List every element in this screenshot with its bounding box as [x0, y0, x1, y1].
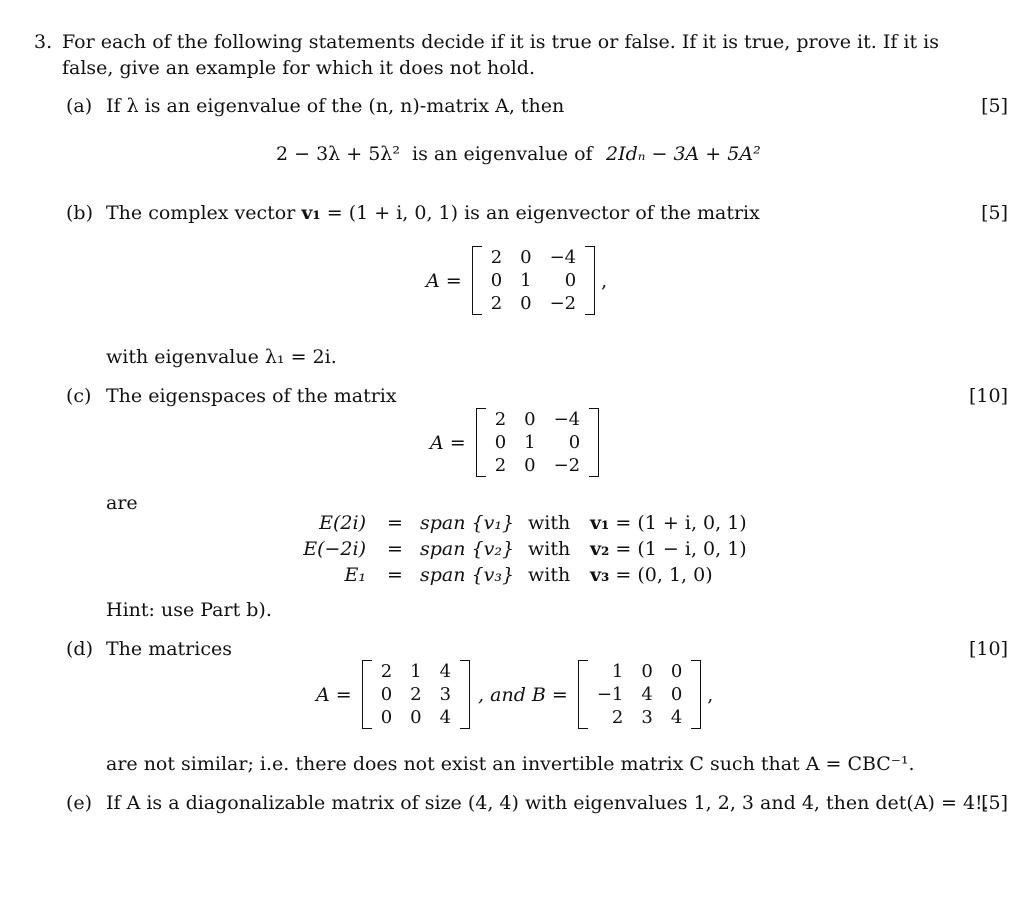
part-d-conclusion: are not similar; i.e. there does not exist an invertible matrix C such that A = CBC⁻¹.	[106, 753, 915, 775]
matrix-cell: 2	[611, 707, 624, 728]
part-e-label: (e)	[66, 792, 93, 814]
part-b-statement	[106, 202, 760, 224]
part-b-matrix	[472, 246, 595, 315]
part-c-marks: [10]	[968, 385, 1008, 407]
matrix-cell: 2	[380, 661, 393, 682]
matrix-cell: 0	[568, 432, 581, 453]
right-bracket	[589, 408, 599, 477]
left-bracket	[476, 408, 486, 477]
part-b-matrix-name: A =	[426, 269, 462, 292]
matrix-cell: 3	[641, 707, 653, 728]
part-d-trailing-comma: ,	[707, 683, 714, 706]
part-d-and-b: , and B =	[478, 683, 568, 706]
matrix-cell: 1	[524, 432, 536, 453]
eigenspace-with: with	[528, 564, 571, 586]
part-c-matrix	[476, 408, 599, 477]
matrix-table	[486, 408, 589, 477]
matrix-cell: 0	[670, 684, 683, 705]
part-b-text-post: = (1 + i, 0, 1) is an eigenvector of the matrix	[320, 202, 760, 224]
eigenspace-lhs: E(−2i)	[303, 538, 366, 560]
matrix-cell: −2	[549, 293, 577, 314]
matrix-cell: 1	[410, 661, 422, 682]
matrix-cell: −4	[553, 409, 581, 430]
part-d-matrix-a	[362, 660, 470, 729]
part-d-matrices-block	[316, 660, 713, 729]
matrix-table	[372, 660, 460, 729]
part-c-matrix-name: A =	[430, 431, 466, 454]
matrix-cell: 4	[641, 684, 653, 705]
part-e-marks: [5]	[981, 792, 1008, 814]
matrix-cell: 0	[524, 409, 536, 430]
matrix-cell: 0	[524, 455, 536, 476]
problem-intro-line2: false, give an example for which it does not hold.	[62, 57, 535, 79]
part-a-eq-right: 2Idₙ − 3A + 5A²	[606, 143, 761, 165]
part-a-label: (a)	[66, 95, 93, 117]
part-b-vector: v₁	[301, 202, 321, 224]
vector-value: = (1 + i, 0, 1)	[615, 512, 747, 534]
matrix-cell: 0	[380, 684, 393, 705]
part-c-matrix-block	[430, 408, 599, 477]
eigenspace-with: with	[528, 512, 571, 534]
vector-symbol: v₁	[590, 512, 610, 534]
part-b-marks: [5]	[981, 202, 1008, 224]
matrix-table	[482, 246, 585, 315]
left-bracket	[362, 660, 372, 729]
matrix-cell: 0	[670, 661, 683, 682]
right-bracket	[460, 660, 470, 729]
part-d-marks: [10]	[968, 638, 1008, 660]
eigenspace-vector-def	[590, 512, 747, 534]
part-c-label: (c)	[66, 385, 92, 407]
vector-value: = (1 − i, 0, 1)	[615, 538, 747, 560]
matrix-cell: 0	[641, 661, 653, 682]
matrix-cell: 0	[494, 432, 507, 453]
vector-symbol: v₂	[590, 538, 610, 560]
part-c-statement: The eigenspaces of the matrix	[106, 385, 397, 407]
part-b-text-pre: The complex vector	[106, 202, 302, 224]
part-c-are: are	[106, 492, 138, 514]
matrix-cell: 4	[670, 707, 683, 728]
eigenspace-lhs: E₁	[344, 564, 366, 586]
matrix-cell: 4	[439, 707, 452, 728]
matrix-cell: 1	[520, 270, 532, 291]
matrix-cell: 4	[439, 661, 452, 682]
part-a-marks: [5]	[981, 95, 1008, 117]
eigenspace-span: span {v₃}	[420, 564, 515, 586]
part-b-matrix-block	[426, 246, 607, 315]
matrix-cell: 0	[380, 707, 393, 728]
matrix-cell: 0	[564, 270, 577, 291]
matrix-table	[588, 660, 691, 729]
part-b-eigenvalue-line: with eigenvalue λ₁ = 2i.	[106, 346, 337, 368]
part-b-trailing-comma: ,	[601, 269, 608, 292]
right-bracket	[691, 660, 701, 729]
vector-symbol: v₃	[590, 564, 610, 586]
eigenspace-vector-def	[590, 564, 713, 586]
part-a-statement: If λ is an eigenvalue of the (n, n)-matrix A, then	[106, 95, 565, 117]
vector-value: = (0, 1, 0)	[615, 564, 713, 586]
part-d-matrix-a-name: A =	[316, 683, 352, 706]
matrix-cell: 2	[490, 247, 503, 268]
part-c-hint: Hint: use Part b).	[106, 599, 272, 621]
eigenspace-span: span {v₂}	[420, 538, 515, 560]
matrix-cell: −1	[596, 684, 624, 705]
left-bracket	[578, 660, 588, 729]
part-d-label: (d)	[66, 638, 93, 660]
part-d-statement: The matrices	[106, 638, 232, 660]
matrix-cell: 2	[410, 684, 422, 705]
eigenspace-span: span {v₁}	[420, 512, 515, 534]
matrix-cell: 0	[520, 293, 532, 314]
eigenspace-eq: =	[387, 512, 403, 534]
matrix-cell: −2	[553, 455, 581, 476]
left-bracket	[472, 246, 482, 315]
matrix-cell: 3	[439, 684, 452, 705]
eigenspace-eq: =	[387, 538, 403, 560]
matrix-cell: 2	[494, 455, 507, 476]
eigenspace-lhs: E(2i)	[319, 512, 366, 534]
eigenspace-vector-def	[590, 538, 747, 560]
part-e-statement: If A is a diagonalizable matrix of size (4, 4) with eigenvalues 1, 2, 3 and 4, then det(A) = 4!.	[106, 792, 989, 814]
right-bracket	[585, 246, 595, 315]
part-d-matrix-b	[578, 660, 701, 729]
matrix-cell: 0	[520, 247, 532, 268]
matrix-cell: 1	[611, 661, 624, 682]
matrix-cell: 0	[490, 270, 503, 291]
part-a-eq-mid: is an eigenvalue of	[412, 143, 593, 165]
matrix-cell: 0	[410, 707, 422, 728]
problem-intro-line1: For each of the following statements decide if it is true or false. If it is true, prove it. If it is	[62, 31, 939, 53]
part-a-eq-left: 2 − 3λ + 5λ²	[276, 143, 400, 165]
problem-number: 3.	[34, 31, 53, 53]
matrix-cell: −4	[549, 247, 577, 268]
part-b-label: (b)	[66, 202, 93, 224]
eigenspace-with: with	[528, 538, 571, 560]
matrix-cell: 2	[490, 293, 503, 314]
matrix-cell: 2	[494, 409, 507, 430]
eigenspace-eq: =	[387, 564, 403, 586]
